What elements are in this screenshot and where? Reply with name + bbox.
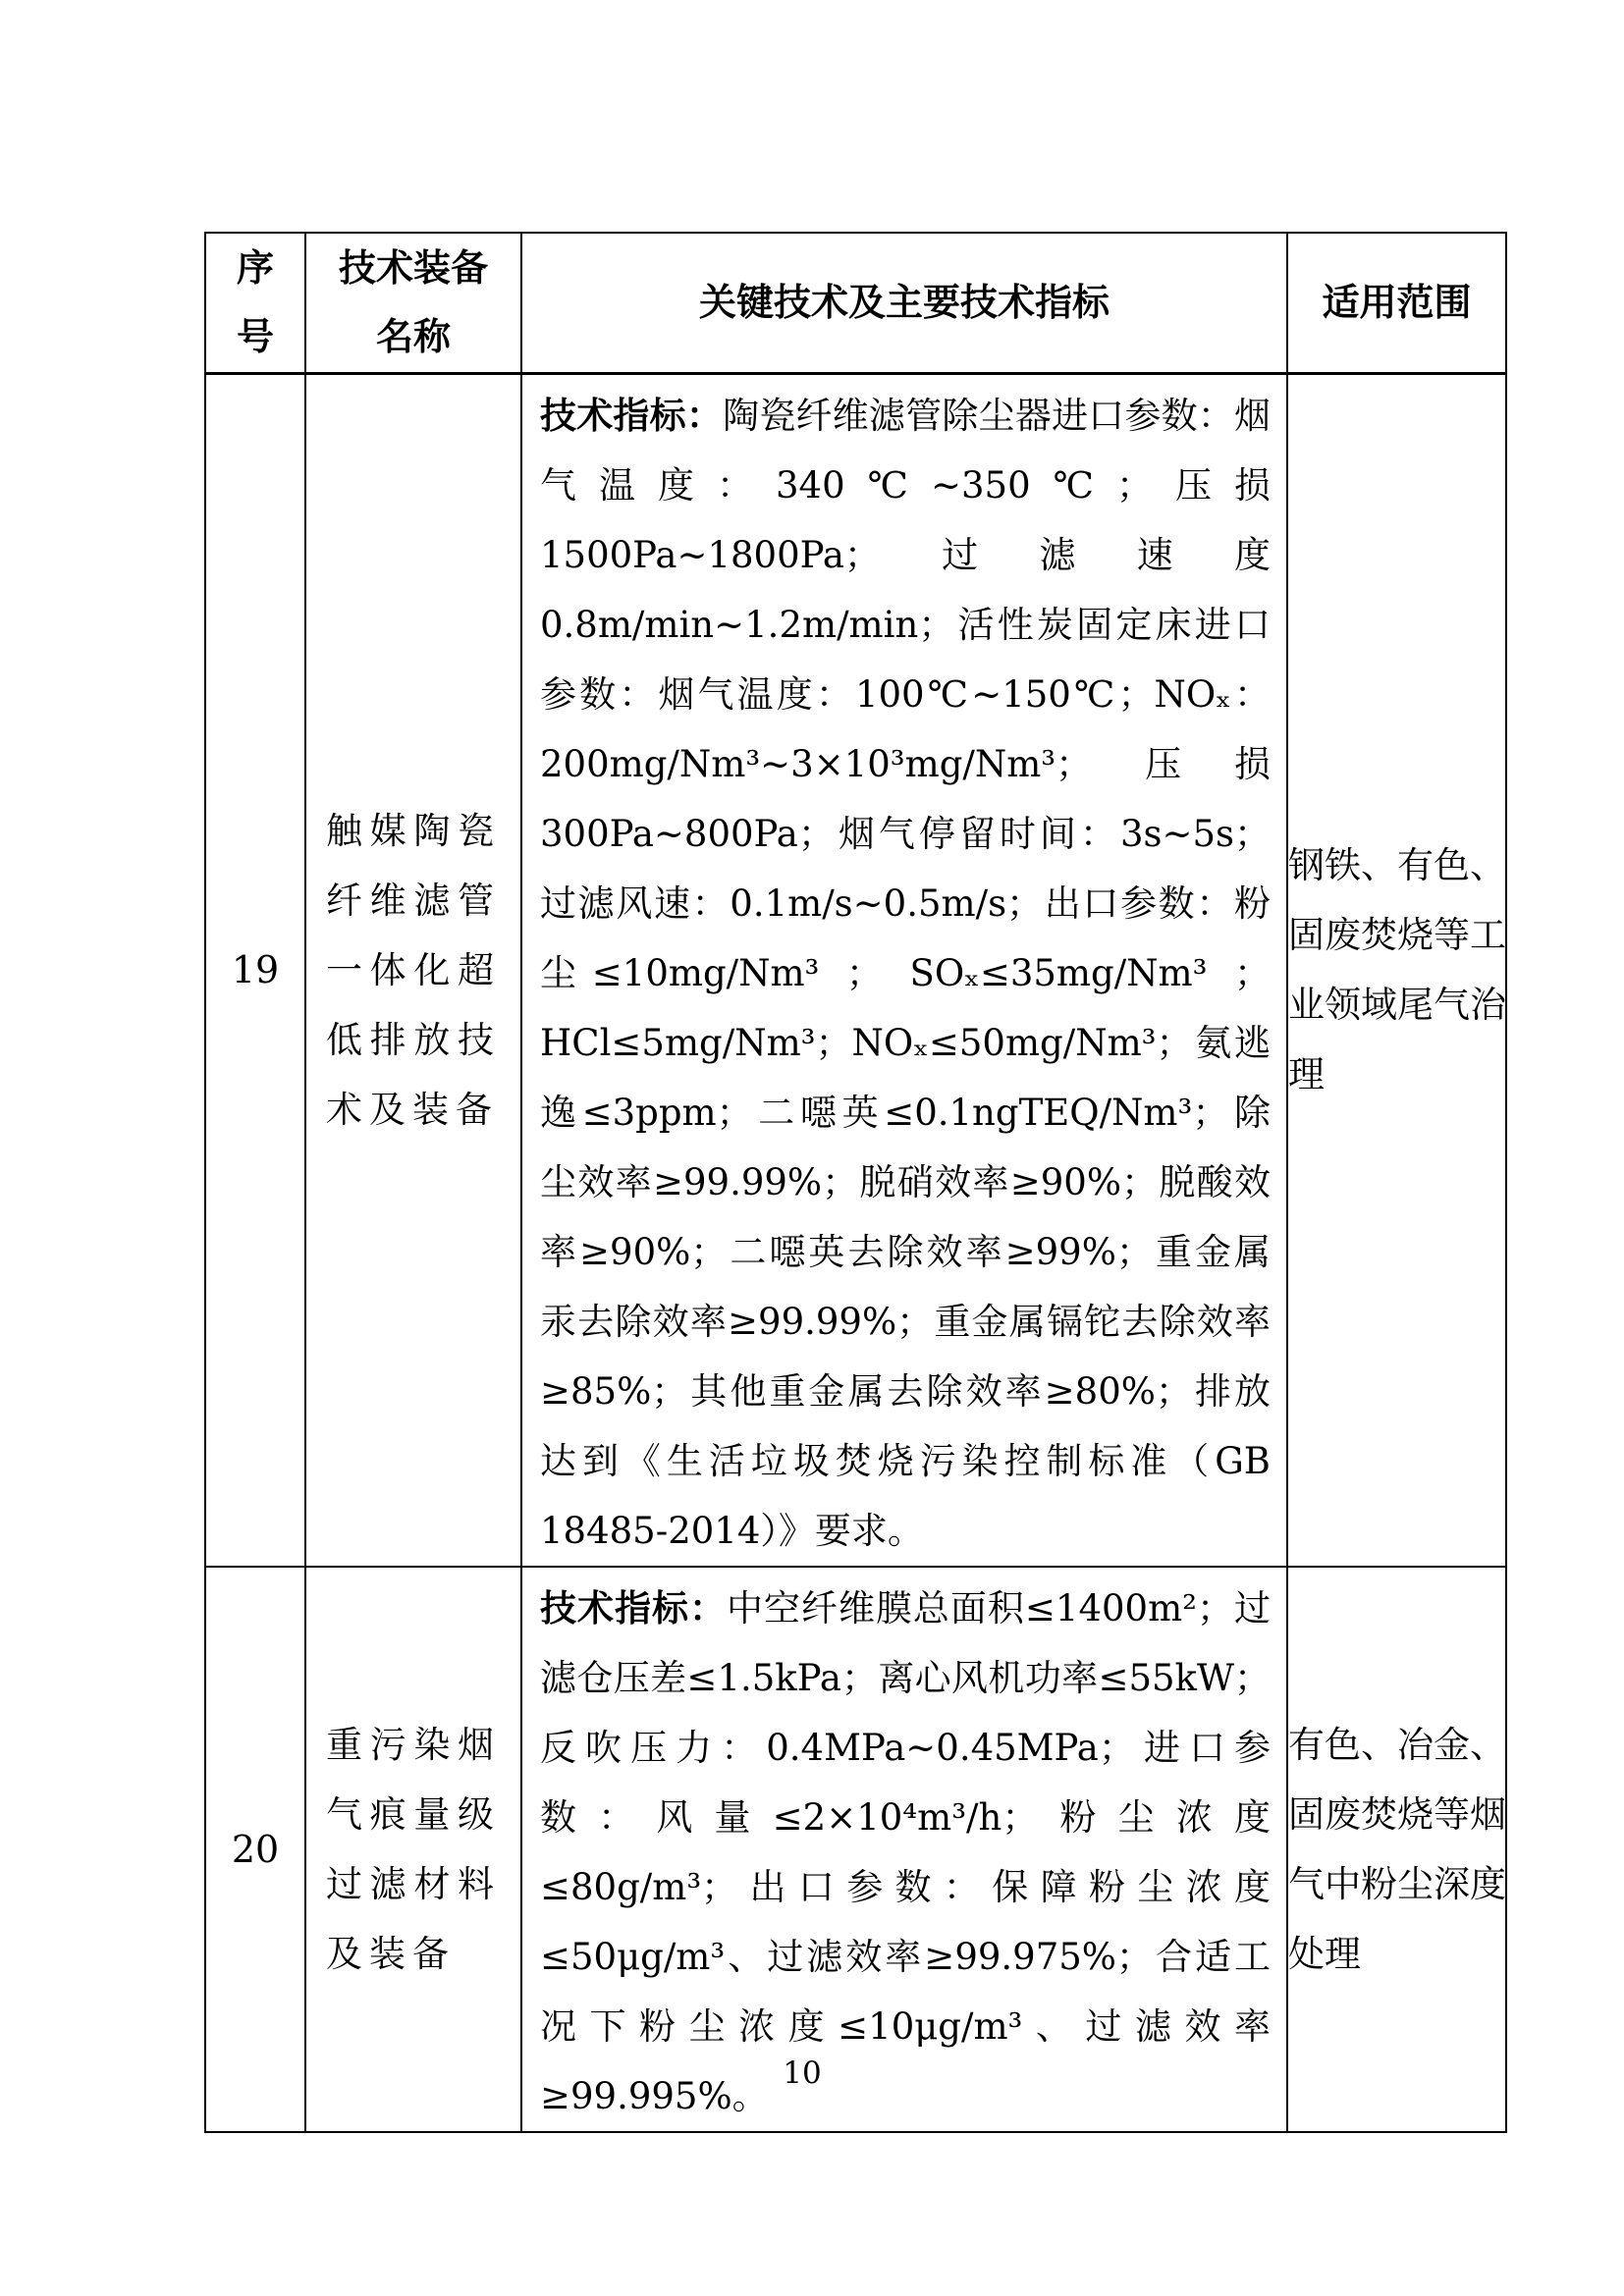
row-19-equipment-name: 触媒陶瓷纤维滤管一体化超低排放技术及装备	[326, 809, 501, 1131]
row-20-scope: 有色、冶金、固废焚烧等烟气中粉尘深度处理	[1288, 1723, 1506, 1975]
row-19-scope: 钢铁、有色、固废焚烧等工业领域尾气治理	[1288, 844, 1506, 1096]
row-19-indicators-label: 技术指标：	[540, 393, 724, 437]
row-20-equipment-name-cell	[305, 1567, 521, 2132]
page-number: 10	[783, 2056, 822, 2091]
header-applicable-scope	[1287, 233, 1506, 373]
row-20-scope-cell	[1287, 1567, 1506, 2132]
table-header-row	[205, 233, 1506, 373]
header-equipment-name	[305, 233, 521, 373]
table-row-20	[205, 1567, 1506, 2132]
row-19-indicators-paragraph	[522, 375, 1286, 1566]
header-equipment-name-label: 技术装备名称	[338, 245, 488, 359]
header-applicable-scope-label: 适用范围	[1322, 280, 1472, 325]
row-20-indicators-label: 技术指标：	[540, 1585, 727, 1629]
row-19-indicators-cell	[521, 373, 1287, 1567]
row-20-serial-number: 20	[205, 1567, 305, 2132]
row-20-indicators-cell	[521, 1567, 1287, 2132]
row-20-indicators-paragraph	[522, 1568, 1286, 2131]
table-row-19	[205, 373, 1506, 1567]
row-20-indicators-text: 中空纤维膜总面积≤1400m²；过滤仓压差≤1.5kPa；离心风机功率≤55kW；反吹压力：0.4MPa~0.45MPa；进口参数：风量≤2×10⁴m³/h；粉尘浓度≤80g/m³；出口参数：保障粉尘浓度≤50μg/m³、过滤效率≥99.975%；合适工况下粉尘浓度≤10μg/m³、过滤效率≥99.995%。	[540, 1586, 1271, 2117]
tech-equipment-table	[204, 232, 1507, 2133]
row-19-equipment-name-cell	[305, 373, 521, 1567]
header-serial-number	[205, 233, 305, 373]
header-key-tech-indicators-label: 关键技术及主要技术指标	[698, 280, 1110, 325]
row-19-indicators-text: 陶瓷纤维滤管除尘器进口参数：烟气温度：340℃~350℃；压损 1500Pa~1800Pa；过滤速度 0.8m/min~1.2m/min；活性炭固定床进口参数：烟气温度：100℃~150℃；NOₓ：200mg/Nm³~3×10³mg/Nm³；压损 300Pa~800Pa；烟气停留时间：3s~5s；过滤风速：0.1m/s~0.5m/s；出口参数：粉尘≤10mg/Nm³ ； SOₓ≤35mg/Nm³ ；HCl≤5mg/Nm³；NOₓ≤50mg/Nm³；氨逃逸≤3ppm；二噁英≤0.1ngTEQ/Nm³；除尘效率≥99.99%；脱硝效率≥90%；脱酸效率≥90%；二噁英去除效率≥99%；重金属汞去除效率≥99.99%；重金属镉铊去除效率≥85%；其他重金属去除效率≥80%；排放达到《生活垃圾焚烧污染控制标准（GB 18485-2014）》要求。	[540, 394, 1272, 1552]
row-19-scope-cell	[1287, 373, 1506, 1567]
header-serial-number-label: 序号	[236, 245, 274, 359]
header-key-tech-indicators	[521, 233, 1287, 373]
row-20-equipment-name: 重污染烟气痕量级过滤材料及装备	[326, 1723, 501, 1975]
row-19-serial-number: 19	[205, 373, 305, 1567]
